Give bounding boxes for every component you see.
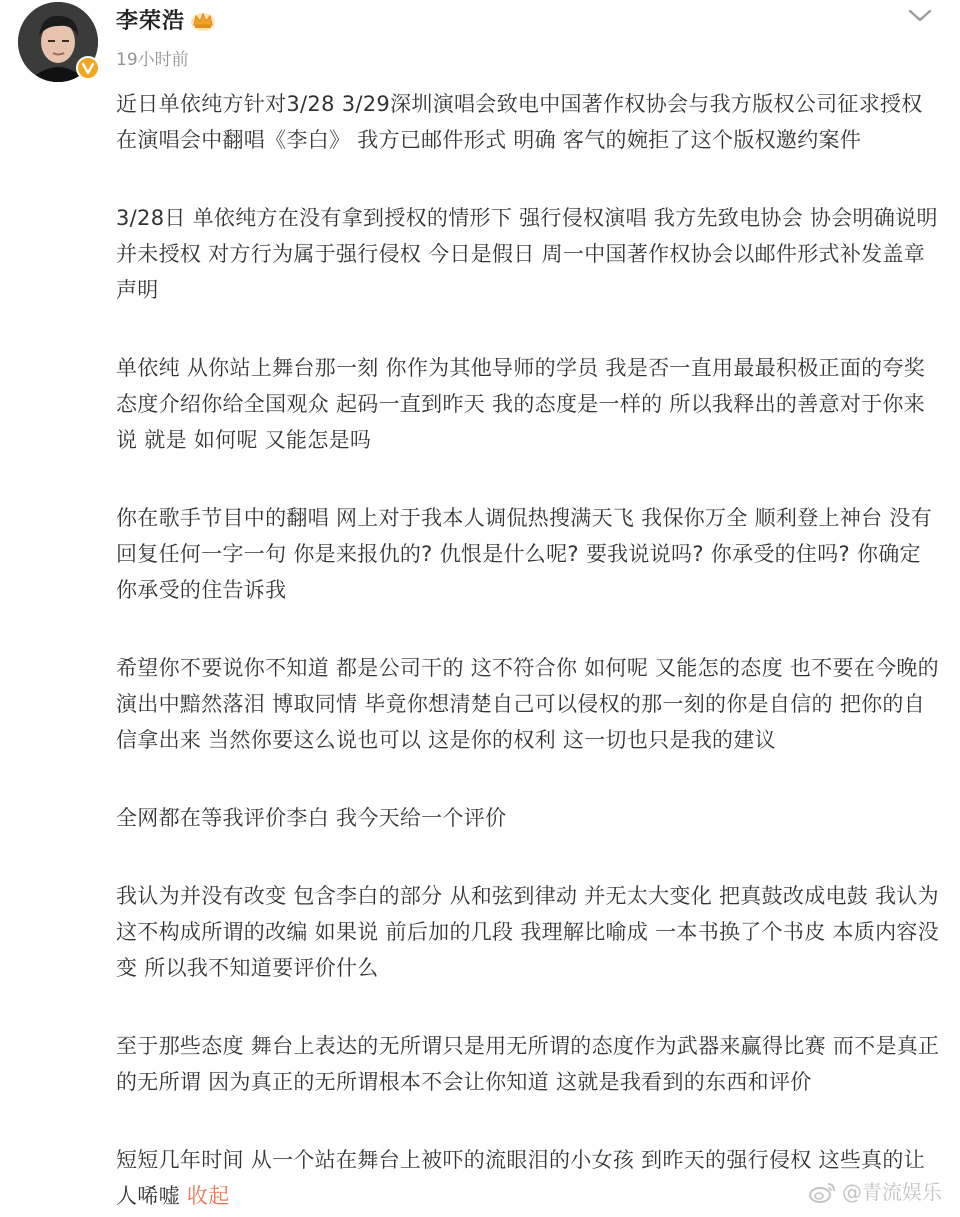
post-timestamp[interactable]: 19小时前: [116, 50, 189, 70]
post-paragraph: 全网都在等我评价李白 我今天给一个评价: [116, 806, 507, 830]
post-paragraph: 3/28日 单依纯方在没有拿到授权的情形下 强行侵权演唱 我方先致电协会 协会明确说明 并未授权 对方行为属于强行侵权 今日是假日 周一中国著作权协会以邮件形式补发盖章声明: [116, 206, 938, 302]
vip-crown-icon[interactable]: [190, 10, 216, 32]
verified-badge-icon: [76, 56, 100, 80]
username[interactable]: 李荣浩: [116, 9, 186, 34]
post-paragraph: 近日单依纯方针对3/28 3/29深圳演唱会致电中国著作权协会与我方版权公司征求授权在演唱会中翻唱《李白》 我方已邮件形式 明确 客气的婉拒了这个版权邀约案件: [116, 92, 923, 152]
chevron-down-icon[interactable]: [906, 6, 934, 26]
post-paragraph-last-text: 短短几年时间 从一个站在舞台上被吓的流眼泪的小女孩 到昨天的强行侵权 这些真的让人唏嘘: [116, 1148, 926, 1208]
post-paragraph: 希望你不要说你不知道 都是公司干的 这不符合你 如何呢 又能怎的态度 也不要在今晚的演出中黯然落泪 博取同情 毕竟你想清楚自己可以侵权的那一刻的你是自信的 把你的自信拿出来 当然你要这么说也可以 这是你的权利 这一切也只是我的建议: [116, 656, 939, 752]
watermark: [808, 1178, 942, 1206]
weibo-logo-icon: [808, 1180, 838, 1204]
post-paragraph: 你在歌手节目中的翻唱 网上对于我本人调侃热搜满天飞 我保你万全 顺利登上神台 没有回复任何一字一句 你是来报仇的? 仇恨是什么呢? 要我说说吗? 你承受的住吗? 你确定你承受的住告诉我: [116, 506, 932, 602]
collapse-link[interactable]: 收起: [186, 1184, 230, 1208]
post-paragraph: 至于那些态度 舞台上表达的无所谓只是用无所谓的态度作为武器来赢得比赛 而不是真正的无所谓 因为真正的无所谓根本不会让你知道 这就是我看到的东西和评价: [116, 1034, 940, 1094]
post-body: [116, 86, 942, 1214]
watermark-text: @青流娱乐: [842, 1180, 942, 1204]
post-paragraph: 单依纯 从你站上舞台那一刻 你作为其他导师的学员 我是否一直用最最积极正面的夸奖态度介绍你给全国观众 起码一直到昨天 我的态度是一样的 所以我释出的善意对于你来说 就是 如何呢 又能怎是吗: [116, 356, 926, 452]
post-header: [0, 0, 960, 90]
post-paragraph: 我认为并没有改变 包含李白的部分 从和弦到律动 并无太大变化 把真鼓改成电鼓 我认为这不构成所谓的改编 如果说 前后加的几段 我理解比喻成 一本书换了个书皮 本质内容没变 所以我不知道要评价什么: [116, 884, 939, 980]
